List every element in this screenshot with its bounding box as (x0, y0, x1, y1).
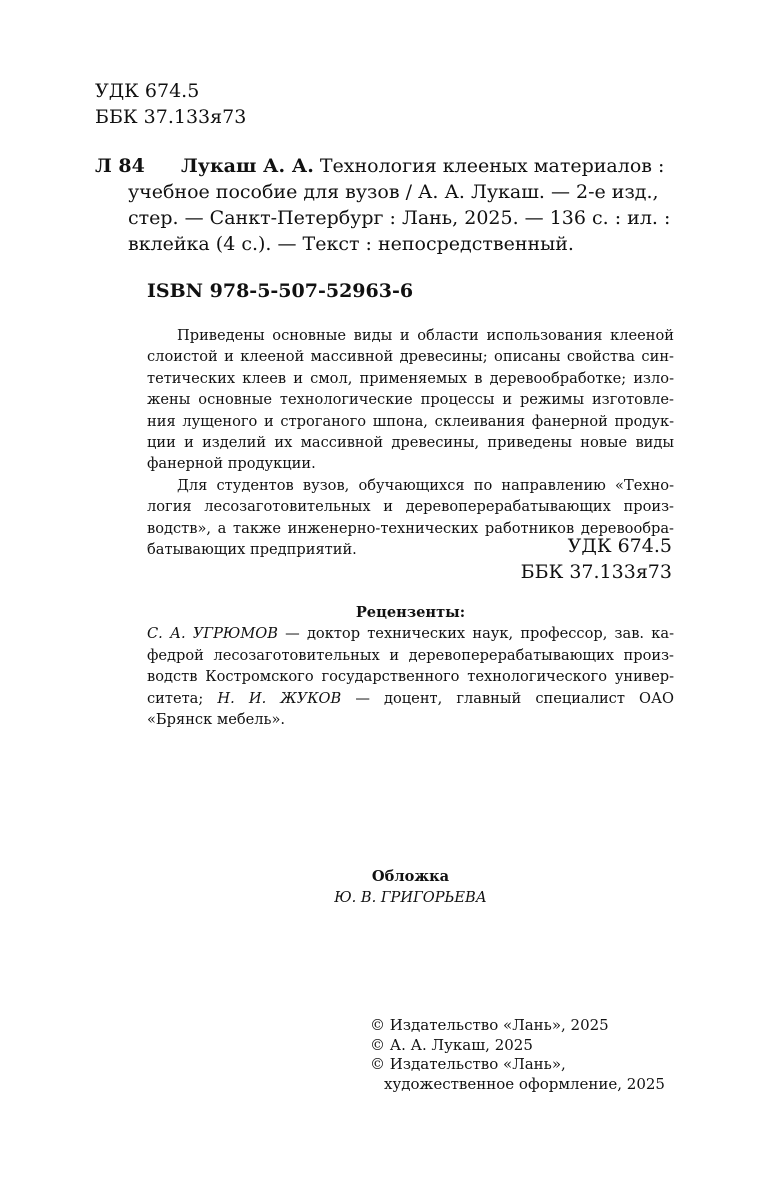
reviewer-line: водств Костромского государственного технологического универ- (147, 668, 674, 686)
reviewers-section (147, 602, 674, 730)
cover-credit (147, 866, 674, 909)
bibliographic-description (181, 153, 675, 179)
reviewer-line: федрой лесозаготовительных и деревоперерабатывающих произ- (147, 646, 674, 664)
reviewers-title: Рецензенты: (355, 604, 466, 621)
abstract-line: ции и изделий их массивной древесины, приведены новые виды (147, 434, 674, 452)
bib-line-2: учебное пособие для вузов / А. А. Лукаш. — 2-е изд., (128, 181, 659, 203)
annotation (147, 325, 674, 560)
copyright-block (370, 1016, 665, 1094)
cover-designer: Ю. В. ГРИГОРЬЕВА (334, 889, 487, 907)
bib-line-3: стер. — Санкт-Петербург : Лань, 2025. — 136 с. : ил. : (128, 207, 671, 229)
abstract-line: батывающих предприятий. (147, 541, 357, 559)
abstract-line: Приведены основные виды и области использования клееной (177, 327, 674, 344)
bib-line-1: Технология клееных материалов : (313, 155, 665, 177)
author-name: Лукаш А. А. (181, 155, 314, 177)
abstract-line: жены основные технологические процессы и режимы изготовле- (147, 391, 674, 409)
reviewer-2-name: Н. И. ЖУКОВ (217, 689, 342, 707)
reviewer-line: ситета; (147, 689, 218, 707)
abstract-line: водств», а также инженерно-технических работников деревообра- (147, 519, 674, 537)
bbk-code: ББК 37.133я73 (95, 106, 247, 128)
abstract-line: тетических клеев и смол, применяемых в деревообработке; изло- (147, 369, 674, 387)
copyright-line: © Издательство «Лань», 2025 (370, 1016, 609, 1034)
bbk-code-right: ББК 37.133я73 (520, 561, 672, 583)
reviewer-line: «Брянск мебель». (147, 711, 286, 729)
classification-header (95, 78, 246, 130)
isbn: ISBN 978-5-507-52963-6 (147, 280, 414, 302)
abstract-line: Для студентов вузов, обучающихся по направлению «Техно- (177, 476, 674, 494)
classification-right (521, 533, 672, 585)
reviewer-1-name: С. А. УГРЮМОВ (147, 625, 278, 643)
copyright-line: художественное оформление, 2025 (384, 1074, 665, 1093)
reviewer-line: — доцент, главный специалист ОАО (341, 689, 675, 707)
reviewer-line: — доктор технических наук, профессор, зав. ка- (277, 625, 674, 643)
udk-code: УДК 674.5 (95, 80, 200, 102)
bibliographic-entry (95, 153, 675, 257)
abstract-line: фанерной продукции. (147, 455, 316, 473)
abstract-line: ния лущеного и строганого шпона, склеивания фанерной продук- (147, 412, 674, 430)
udk-code-right: УДК 674.5 (567, 535, 672, 557)
copyright-line: © Издательство «Лань», (370, 1055, 566, 1074)
author-mark: Л 84 (95, 155, 145, 177)
abstract-line: логия лесозаготовительных и деревоперерабатывающих произ- (147, 498, 674, 516)
bib-line-4: вклейка (4 с.). — Текст : непосредственный. (128, 233, 574, 255)
abstract-line: слоистой и клееной массивной древесины; описаны свойства син- (147, 348, 674, 366)
copyright-line: © А. А. Лукаш, 2025 (370, 1035, 533, 1054)
cover-title: Обложка (371, 868, 450, 885)
